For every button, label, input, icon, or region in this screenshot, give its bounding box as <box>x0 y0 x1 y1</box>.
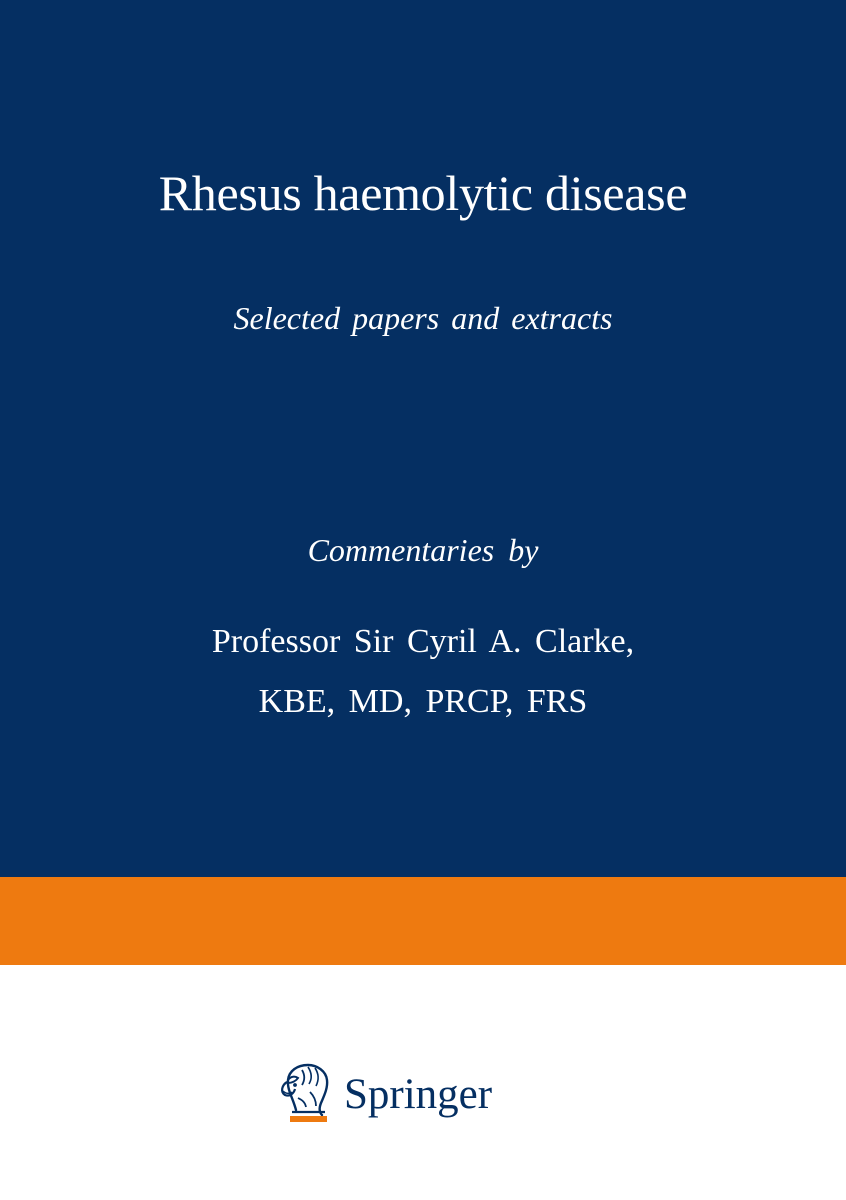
commentary-label: Commentaries by <box>307 532 539 568</box>
author-name: Professor Sir Cyril A. Clarke, <box>211 623 635 660</box>
author-credentials: KBE, MD, PRCP, FRS <box>258 683 588 720</box>
publisher-logo <box>278 1058 578 1124</box>
horse-head-icon <box>278 1058 334 1124</box>
book-title: Rhesus haemolytic disease <box>158 165 688 221</box>
publisher-name: Springer <box>344 1071 493 1118</box>
orange-stripe <box>0 877 846 965</box>
book-subtitle: Selected papers and extracts <box>233 300 613 336</box>
